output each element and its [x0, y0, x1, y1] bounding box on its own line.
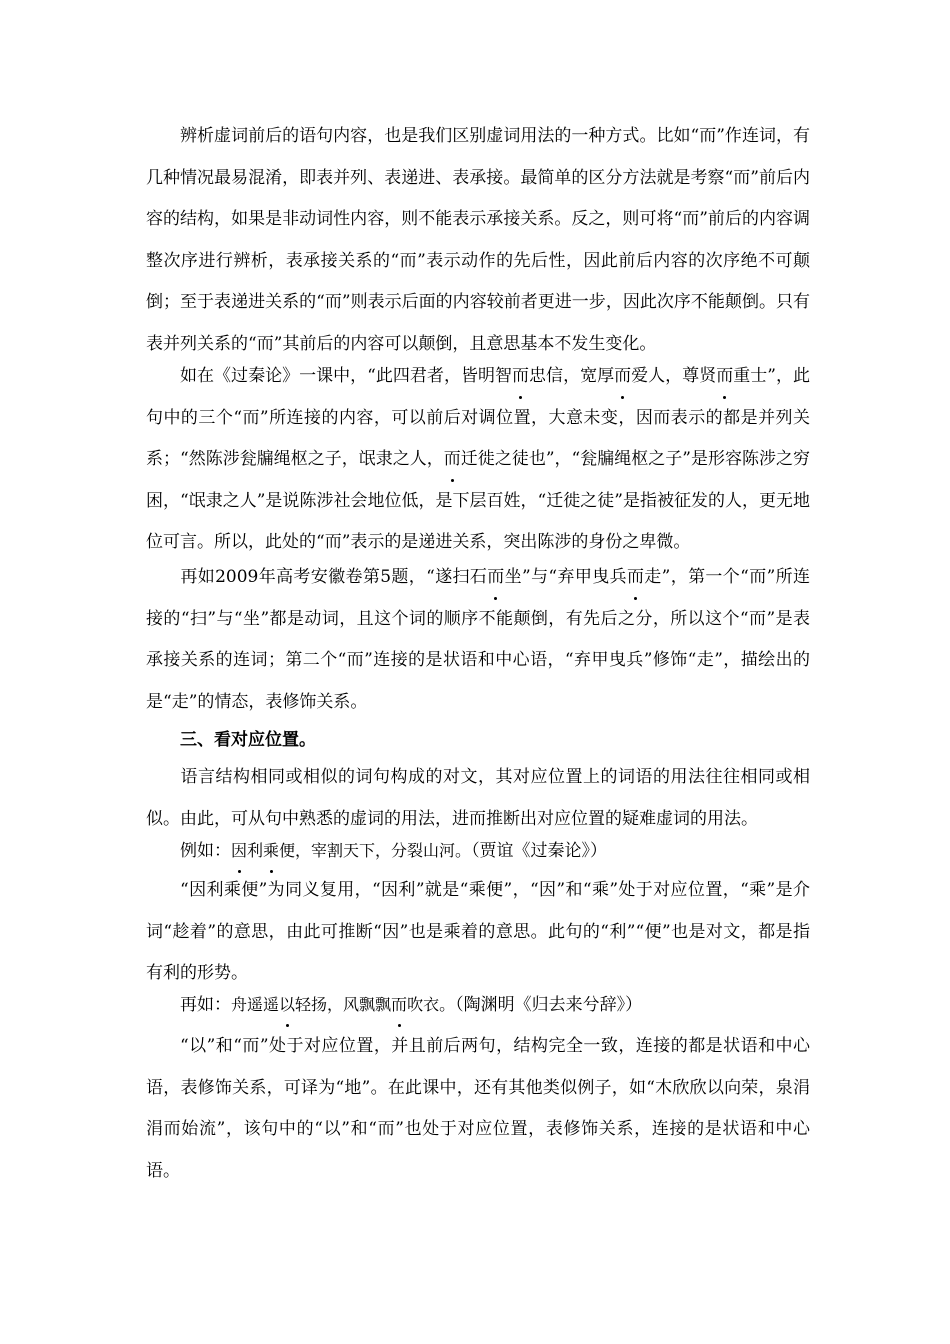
text-segment: 爱人，尊贤	[631, 366, 717, 386]
text-segment: 重士”，此句中的三个“而”所连接的内容，可以前后对调位置，大意未变，因而表示的都是并列关系；“然陈涉瓮牖绳枢之子，氓隶之人，	[146, 366, 810, 469]
text-segment: 便，宰割天下，分裂山河。	[279, 841, 472, 860]
paragraph-text: “因利乘便”为同义复用，“因利”就是“乘便”，“因”和“乘”处于对应位置，“乘”是介词“趁着”的意思，由此可推断“因”也是乘着的意思。此句的“利”“便”也是对文，都是指有利的形势。	[146, 880, 810, 983]
text-segment: 吹衣。	[407, 995, 456, 1014]
emphasized-char: 而	[614, 356, 631, 398]
paragraph-text: 辨析虚词前后的语句内容，也是我们区别虚词用法的一种方式。比如“而”作连词，有几种情况最易混淆，即表并列、表递进、表承接。最简单的区分方法就是考察“而”前后内容的结构，如果是非动词性内容，则不能表示承接关系。反之，则可将“而”前后的内容调整次序进行辨析，表承接关系的“而”表示动作的先后性，因此前后内容的次序绝不可颠倒；至于表递进关系的“而”则表示后面的内容较前者更进一步，因此次序不能颠倒。只有表并列关系的“而”其前后的内容可以颠倒，且意思基本不发生变化。	[146, 126, 810, 354]
paragraph-text: “以”和“而”处于对应位置，并且前后两句，结构完全一致，连接的都是状语和中心语，表修饰关系，可译为“地”。在此课中，还有其他类似例子，如“木欣欣以向荣，泉涓涓而始流”，该句中的“以”和“而”也处于对应位置，表修饰关系，连接的是状语和中心语。	[146, 1036, 810, 1181]
paragraph-corresponding-position	[146, 757, 810, 840]
text-segment: 再如2009年高考安徽卷第5题，“遂扫石	[180, 567, 488, 587]
quote-source: （陶渊明《归去来兮辞》）	[455, 995, 643, 1015]
example-label: 例如：	[180, 841, 231, 861]
quote-source: （贾谊《过秦论》）	[471, 841, 608, 861]
emphasized-char: 以	[279, 984, 295, 1026]
paragraph-yinli-chengbian	[146, 870, 810, 995]
emphasized-char: 而	[716, 356, 733, 398]
text-segment: 坐”与“弃甲曳兵	[504, 567, 627, 587]
emphasized-char: 而	[512, 356, 529, 398]
emphasized-char: 而	[391, 984, 407, 1026]
text-segment: 利	[247, 841, 264, 860]
emphasized-char: 而	[487, 557, 504, 599]
text-segment: 迁徙之徒也”，“瓮牖绳枢之子”是形容陈涉之穷困，“氓隶之人”是说陈涉社会地位低，是下层百姓，“迁徙之徒”是指被征发的人，更无地位可言。所以，此处的“而”表示的是递进关系，突出陈涉的身份之卑微。	[146, 449, 810, 552]
paragraph-yi-er-modifier	[146, 1026, 810, 1192]
example-guoqinlun-quote	[146, 830, 810, 873]
emphasized-char: 而	[627, 557, 644, 599]
paragraph-text: 语言结构相同或相似的词句构成的对文，其对应位置上的词语的用法往往相同或相似。由此，可从句中熟悉的虚词的用法，进而推断出对应位置的疑难虚词的用法。	[146, 767, 810, 829]
text-segment: 忠信，宽厚	[529, 366, 615, 386]
emphasized-char: 因	[231, 830, 247, 872]
example-label: 再如：	[180, 995, 231, 1015]
text-segment: 如在《过秦论》一课中，“此四君者，皆明智	[180, 366, 513, 386]
paragraph-anhui-exam-example	[146, 557, 810, 723]
paragraph-guoqinlun-example	[146, 356, 810, 564]
example-guiqulaixici-quote	[146, 984, 810, 1027]
text-segment: 舟遥遥	[231, 995, 280, 1014]
text-segment: 轻扬，风飘飘	[295, 995, 392, 1014]
text-segment: 走”，第一个“而”所连接的“扫”与“坐”都是动词，且这个词的顺序不能颠倒，有先后之分，所以这个“而”是表承接关系的连词；第二个“而”连接的是状语和中心语，“弃甲曳兵”修饰“走”，描绘出的是“走”的情态，表修饰关系。	[146, 567, 810, 712]
paragraph-distinguish-by-context	[146, 116, 810, 365]
emphasized-char: 而	[444, 439, 461, 481]
emphasized-char: 乘	[263, 830, 279, 872]
heading-text: 三、看对应位置。	[180, 730, 316, 750]
section-heading	[146, 720, 810, 762]
